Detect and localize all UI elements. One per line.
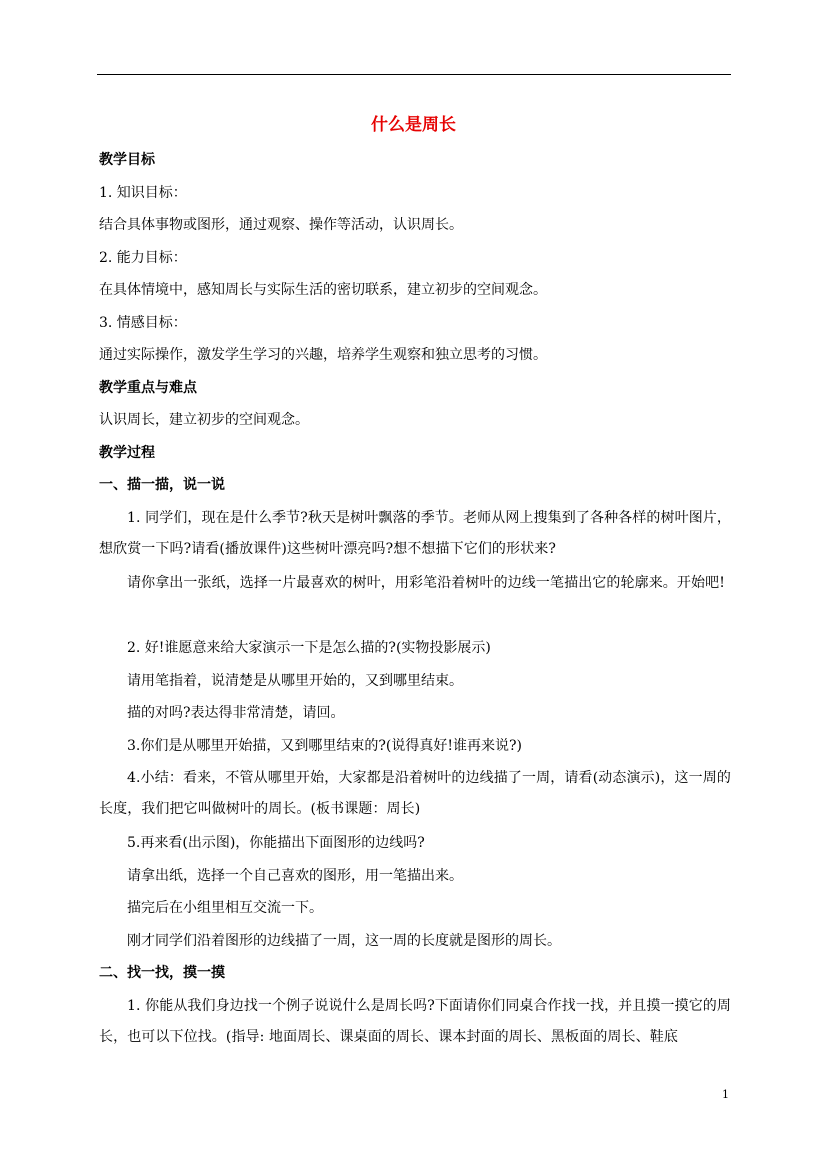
header-rule — [97, 74, 731, 75]
paragraph-10: 描完后在小组里相互交流一下。 — [127, 900, 323, 916]
paragraph-5: 描的对吗?表达得非常清楚，请回。 — [127, 705, 345, 721]
goal2-text: 在具体情境中，感知周长与实际生活的密切联系，建立初步的空间观念。 — [99, 282, 547, 298]
paragraph-7: 4.小结：看来，不管从哪里开始，大家都是沿着树叶的边线描了一周，请看(动态演示)，这一周的长度，我们把它叫做树叶的周长。(板书课题：周长) — [99, 770, 731, 817]
part2-heading: 二、找一找，摸一摸 — [99, 965, 225, 981]
key-heading: 教学重点与难点 — [99, 380, 197, 396]
goal3-text: 通过实际操作，激发学生学习的兴趣，培养学生观察和独立思考的习惯。 — [99, 347, 547, 363]
goal1-label: 1. 知识目标： — [99, 185, 187, 201]
goals-heading: 教学目标 — [99, 152, 155, 168]
paragraph-11: 刚才同学们沿着图形的边线描了一周，这一周的长度就是图形的周长。 — [127, 933, 561, 949]
paragraph-12: 1. 你能从我们身边找一个例子说说什么是周长吗?下面请你们同桌合作找一找，并且摸一摸它的周长，也可以下位找。(指导: 地面周长、课桌面的周长、课本封面的周长、黑板面的周长、鞋底 — [99, 998, 731, 1045]
paragraph-1: 1. 同学们，现在是什么季节?秋天是树叶飘落的季节。老师从网上搜集到了各种各样的树叶图片，想欣赏一下吗?请看(播放课件)这些树叶漂亮吗?想不想描下它们的形状来? — [99, 510, 731, 557]
paragraph-2: 请你拿出一张纸，选择一片最喜欢的树叶，用彩笔沿着树叶的边线一笔描出它的轮廓来。开始吧! — [127, 575, 725, 591]
paragraph-3: 2. 好!谁愿意来给大家演示一下是怎么描的?(实物投影展示) — [127, 640, 491, 656]
part1-heading: 一、描一描，说一说 — [99, 477, 225, 493]
process-heading: 教学过程 — [99, 445, 155, 461]
paragraph-9: 请拿出纸，选择一个自己喜欢的图形，用一笔描出来。 — [127, 868, 463, 884]
paragraph-8: 5.再来看(出示图)，你能描出下面图形的边线吗? — [127, 835, 425, 851]
page-number: 1 — [722, 1088, 729, 1101]
paragraph-4: 请用笔指着，说清楚是从哪里开始的，又到哪里结束。 — [127, 673, 463, 689]
key-text: 认识周长，建立初步的空间观念。 — [99, 412, 309, 428]
goal3-label: 3. 情感目标： — [99, 315, 187, 331]
goal1-text: 结合具体事物或图形，通过观察、操作等活动，认识周长。 — [99, 217, 463, 233]
document-title: 什么是周长 — [371, 115, 456, 135]
goal2-label: 2. 能力目标： — [99, 250, 187, 266]
paragraph-6: 3.你们是从哪里开始描，又到哪里结束的?(说得真好!谁再来说?) — [127, 738, 522, 754]
